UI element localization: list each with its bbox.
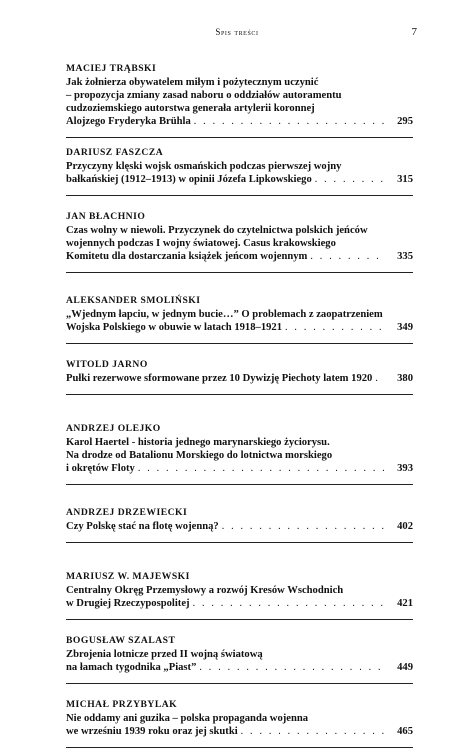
entry-title-line: Czas wolny w niewoli. Przyczynek do czytelnictwa polskich jeńców [66,225,368,236]
entry-page-number[interactable]: 335 [397,251,413,262]
entry-author: MARIUSZ W. MAJEWSKI [66,571,190,582]
entry-page-number[interactable]: 393 [397,463,413,474]
entry-divider [66,195,413,196]
entry-title-text: i okrętów Floty [66,463,135,474]
toc-entry[interactable] [66,286,413,350]
entry-divider [66,542,413,543]
entry-page-number[interactable]: 465 [397,726,413,737]
dot-leader [315,173,385,186]
entry-page-number[interactable]: 421 [397,598,413,609]
entry-divider [66,272,413,273]
entry-title-text: na łamach tygodnika „Piast” [66,662,197,673]
toc-entry[interactable] [66,562,413,626]
entry-title-line: Przyczyny klęski wojsk osmańskich podczas pierwszej wojny [66,161,342,172]
page-number: 7 [411,26,417,38]
entry-author: WITOLD JARNO [66,359,148,370]
table-of-contents [66,54,413,754]
dot-leader [285,321,385,334]
entry-title-line: Jak żołnierza obywatelem miłym i pożytecznym uczynić [66,77,319,88]
dot-leader [194,115,385,128]
section-title: Spis treści [215,27,259,37]
entry-title-line [66,250,413,263]
entry-title-text: Wojska Polskiego w obuwie w latach 1918–1921 [66,322,283,333]
entry-author: DARIUSZ FASZCZA [66,147,164,158]
entry-divider [66,343,413,344]
dot-leader [199,661,385,674]
entry-title-line [66,597,413,610]
toc-entry[interactable] [66,690,413,754]
entry-title-text: w Drugiej Rzeczypospolitej [66,598,190,609]
entry-divider [66,619,413,620]
entry-title-line [66,661,413,674]
entry-title-line [66,725,413,738]
entry-title-line: Na drodze od Batalionu Morskiego do lotnictwa morskiego [66,450,333,461]
dot-leader [222,520,385,533]
dot-leader [310,250,385,263]
dot-leader [193,597,385,610]
entry-title-line: „Wjednym łapciu, w jednym bucie…” O problemach z zaopatrzeniem [66,309,383,320]
entry-title-line [66,372,413,385]
entry-title-line: Centralny Okręg Przemysłowy a rozwój Kresów Wschodnich [66,585,344,596]
dot-leader [138,462,385,475]
entry-page-number[interactable]: 449 [397,662,413,673]
entry-divider [66,747,413,748]
toc-entry[interactable] [66,202,413,286]
entry-page-number[interactable]: 315 [397,174,413,185]
entry-title-line: Zbrojenia lotnicze przed II wojną światową [66,649,263,660]
entry-title-line [66,321,413,334]
entry-author: ANDRZEJ OLEJKO [66,423,161,434]
entry-divider [66,394,413,395]
entry-title-line: cudzoziemskiego autorstwa generała artylerii koronnej [66,103,315,114]
toc-entry[interactable] [66,350,413,414]
entry-author: BOGUSŁAW SZALAST [66,635,176,646]
entry-title-line: Nie oddamy ani guzika – polska propaganda wojenna [66,713,309,724]
entry-page-number[interactable]: 349 [397,322,413,333]
toc-entry[interactable] [66,138,413,202]
entry-author: MACIEJ TRĄBSKI [66,63,157,74]
entry-title-line [66,115,413,128]
entry-title-line: – propozycja zmiany zasad naboru o oddziałów autoramentu [66,90,342,101]
entry-page-number[interactable]: 295 [397,116,413,127]
entry-title-text: we wrześniu 1939 roku oraz jej skutki [66,726,238,737]
dot-leader [241,725,385,738]
entry-title-text: Czy Polskę stać na flotę wojenną? [66,521,219,532]
entry-title-line [66,173,413,186]
entry-title-line [66,520,413,533]
entry-title-text: bałkańskiej (1912–1913) w opinii Józefa Lipkowskiego [66,174,312,185]
entry-author: MICHAŁ PRZYBYLAK [66,699,178,710]
entry-title-text: Komitetu dla dostarczania książek jeńcom wojennym [66,251,308,262]
toc-entry[interactable] [66,54,413,138]
running-header [0,26,474,42]
entry-author: ALEKSANDER SMOLIŃSKI [66,295,201,306]
entry-title-line: wojennych podczas I wojny światowej. Casus krakowskiego [66,238,336,249]
entry-title-line [66,462,413,475]
entry-author: JAN BŁACHNIO [66,211,146,222]
entry-author: ANDRZEJ DRZEWIECKI [66,507,188,518]
entry-divider [66,683,413,684]
entry-page-number[interactable]: 402 [397,521,413,532]
entry-title-text: Alojzego Fryderyka Brühla [66,116,191,127]
toc-entry[interactable] [66,414,413,498]
entry-title-line: Karol Haertel - historia jednego marynarskiego życiorysu. [66,437,330,448]
dot-leader [375,372,385,385]
entry-page-number[interactable]: 380 [397,373,413,384]
entry-title-text: Pułki rezerwowe sformowane przez 10 Dywizję Piechoty latem 1920 [66,373,373,384]
entry-divider [66,484,413,485]
toc-entry[interactable] [66,626,413,690]
toc-entry[interactable] [66,498,413,562]
